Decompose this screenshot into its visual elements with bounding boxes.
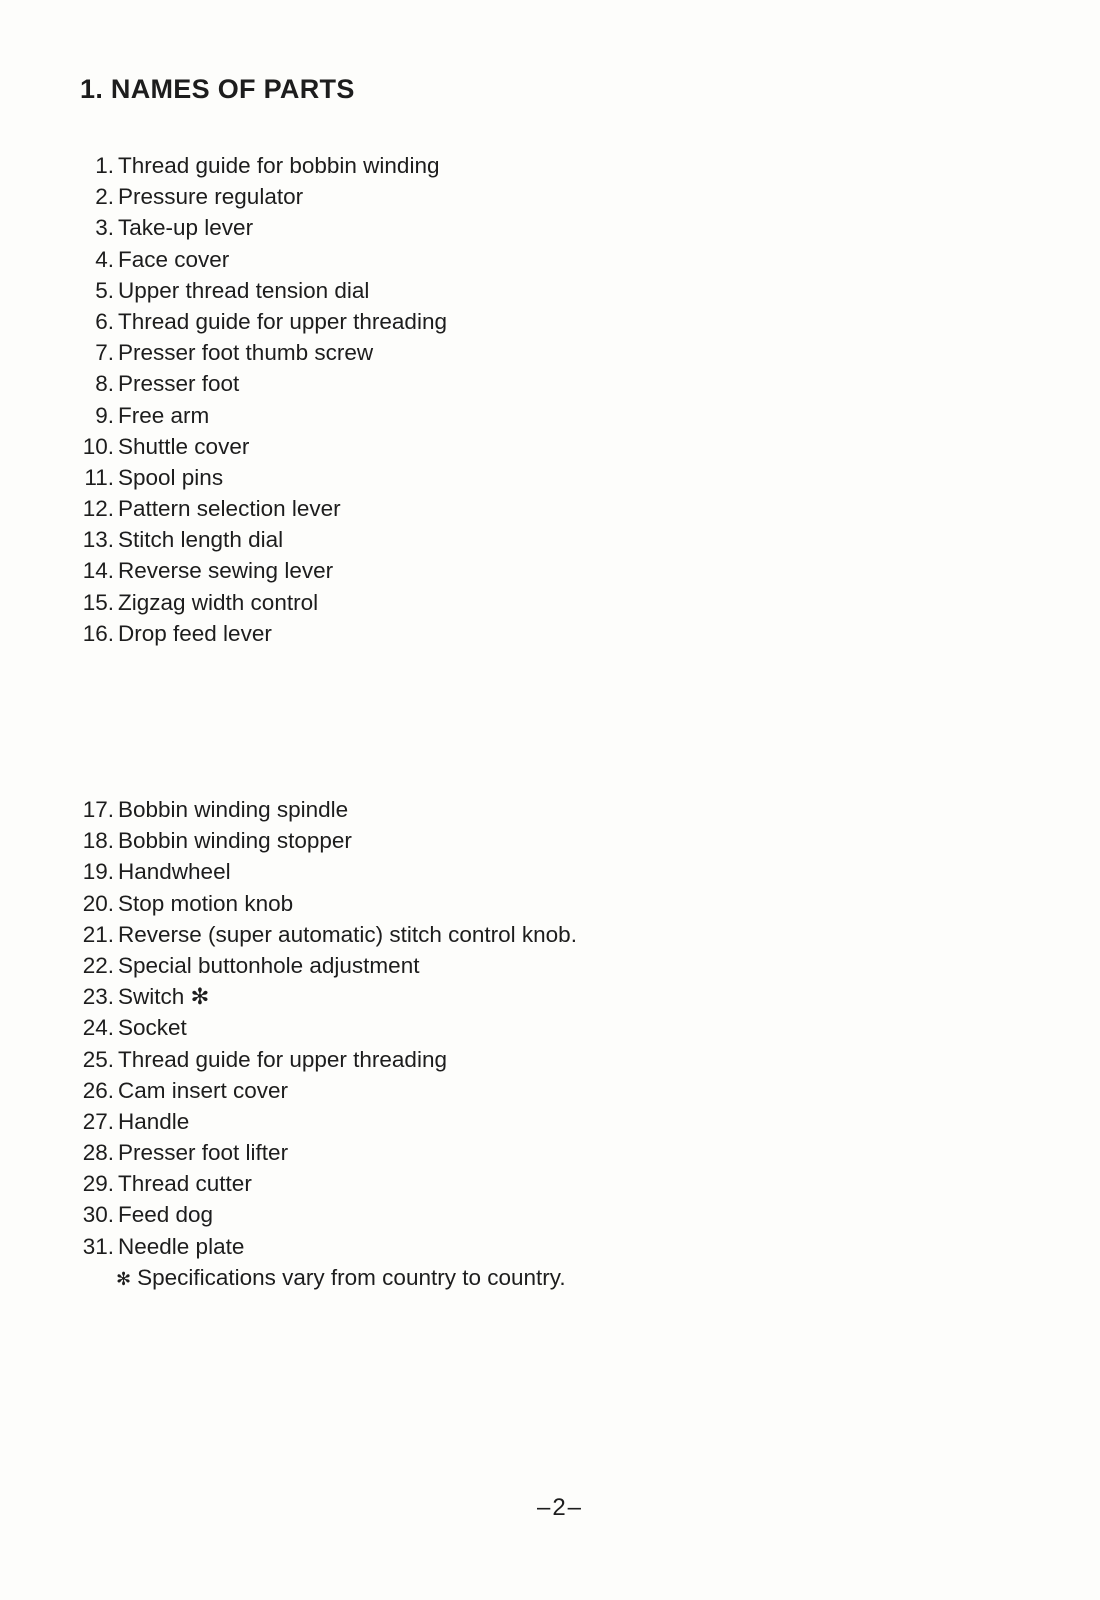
part-item bbox=[70, 212, 447, 243]
parts-list-group-a bbox=[70, 150, 447, 649]
part-item bbox=[70, 275, 447, 306]
part-name: Presser foot thumb screw bbox=[118, 340, 374, 366]
part-item bbox=[70, 1012, 577, 1043]
part-name: Face cover bbox=[118, 246, 230, 272]
part-name: Switch ✻ bbox=[118, 984, 210, 1010]
part-item bbox=[70, 431, 447, 462]
asterisk-icon: ✻ bbox=[116, 1269, 132, 1289]
part-name: Thread cutter bbox=[118, 1171, 252, 1197]
part-name: Shuttle cover bbox=[118, 433, 250, 459]
part-number: 24. bbox=[82, 1015, 114, 1041]
part-number: 1. bbox=[95, 153, 114, 178]
part-item bbox=[70, 981, 577, 1012]
part-item bbox=[70, 244, 447, 275]
part-item bbox=[70, 337, 447, 368]
part-item bbox=[70, 306, 447, 337]
part-number: 19. bbox=[82, 859, 114, 885]
part-name: Thread guide for upper threading bbox=[118, 308, 447, 334]
part-number: 20. bbox=[82, 890, 114, 916]
part-item bbox=[70, 919, 577, 950]
part-name: Zigzag width control bbox=[118, 589, 319, 615]
section-title: 1. NAMES OF PARTS bbox=[80, 74, 355, 104]
part-name: Stop motion knob bbox=[118, 890, 294, 916]
part-name: Presser foot lifter bbox=[118, 1140, 289, 1166]
part-number: 12. bbox=[82, 496, 114, 522]
part-number: 15. bbox=[82, 589, 114, 615]
part-item bbox=[70, 618, 447, 649]
part-number: 18. bbox=[82, 828, 114, 854]
part-number: 23. bbox=[82, 984, 114, 1010]
part-number: 27. bbox=[82, 1108, 114, 1134]
part-name: Pressure regulator bbox=[118, 184, 304, 210]
part-name: Reverse sewing lever bbox=[118, 558, 334, 584]
part-number: 11. bbox=[84, 464, 114, 490]
part-number: 26. bbox=[82, 1077, 114, 1103]
part-name: Bobbin winding stopper bbox=[118, 828, 352, 854]
part-name: Feed dog bbox=[118, 1202, 214, 1228]
part-item bbox=[70, 825, 577, 856]
part-name: Socket bbox=[118, 1015, 187, 1041]
part-item bbox=[70, 1044, 577, 1075]
part-name: Free arm bbox=[118, 402, 210, 428]
part-number: 30. bbox=[82, 1202, 114, 1228]
part-item bbox=[70, 462, 447, 493]
part-name: Upper thread tension dial bbox=[118, 277, 370, 303]
part-number: 17. bbox=[82, 797, 114, 822]
part-number: 5. bbox=[95, 277, 114, 303]
part-name: Handwheel bbox=[118, 859, 231, 885]
part-item bbox=[70, 587, 447, 618]
part-name: Drop feed lever bbox=[118, 620, 272, 646]
part-number: 22. bbox=[82, 952, 114, 978]
part-item bbox=[70, 555, 447, 586]
part-item bbox=[70, 400, 447, 431]
specification-note bbox=[116, 1262, 566, 1295]
part-number: 3. bbox=[95, 215, 114, 241]
part-item bbox=[70, 1231, 577, 1262]
part-number: 2. bbox=[95, 184, 114, 210]
part-item bbox=[70, 1075, 577, 1106]
part-name: Special buttonhole adjustment bbox=[118, 952, 420, 978]
part-item bbox=[70, 1168, 577, 1199]
part-item bbox=[70, 368, 447, 399]
part-item bbox=[70, 1106, 577, 1137]
part-number: 7. bbox=[95, 340, 114, 366]
part-name: Stitch length dial bbox=[118, 527, 284, 553]
part-name: Thread guide for upper threading bbox=[118, 1046, 447, 1072]
page-number: –2– bbox=[536, 1494, 584, 1521]
part-item bbox=[70, 150, 447, 181]
part-item bbox=[70, 1137, 577, 1168]
part-number: 6. bbox=[95, 308, 114, 334]
part-number: 4. bbox=[95, 246, 114, 272]
parts-list-group-b bbox=[70, 794, 577, 1262]
part-item bbox=[70, 1199, 577, 1230]
part-number: 10. bbox=[82, 433, 114, 459]
part-number: 14. bbox=[82, 558, 114, 584]
part-item bbox=[70, 856, 577, 887]
part-name: Spool pins bbox=[118, 464, 224, 490]
part-number: 31. bbox=[82, 1233, 114, 1259]
part-item bbox=[70, 950, 577, 981]
part-name: Thread guide for bobbin winding bbox=[118, 153, 440, 178]
part-number: 8. bbox=[95, 371, 114, 397]
part-item bbox=[70, 181, 447, 212]
part-item bbox=[70, 524, 447, 555]
part-name: Reverse (super automatic) stitch control knob. bbox=[118, 921, 577, 947]
part-number: 21. bbox=[82, 921, 114, 947]
part-number: 9. bbox=[95, 402, 114, 428]
part-number: 16. bbox=[82, 620, 114, 646]
note-text: Specifications vary from country to country. bbox=[137, 1265, 566, 1290]
part-item bbox=[70, 888, 577, 919]
part-name: Pattern selection lever bbox=[118, 496, 341, 522]
part-number: 25. bbox=[82, 1046, 114, 1072]
part-number: 13. bbox=[82, 527, 114, 553]
part-item bbox=[70, 794, 577, 825]
part-name: Cam insert cover bbox=[118, 1077, 289, 1103]
part-name: Take-up lever bbox=[118, 215, 254, 241]
part-item bbox=[70, 493, 447, 524]
part-name: Needle plate bbox=[118, 1233, 245, 1259]
part-number: 29. bbox=[82, 1171, 114, 1197]
part-number: 28. bbox=[82, 1140, 114, 1166]
part-name: Handle bbox=[118, 1108, 190, 1134]
part-name: Bobbin winding spindle bbox=[118, 797, 349, 822]
part-name: Presser foot bbox=[118, 371, 240, 397]
